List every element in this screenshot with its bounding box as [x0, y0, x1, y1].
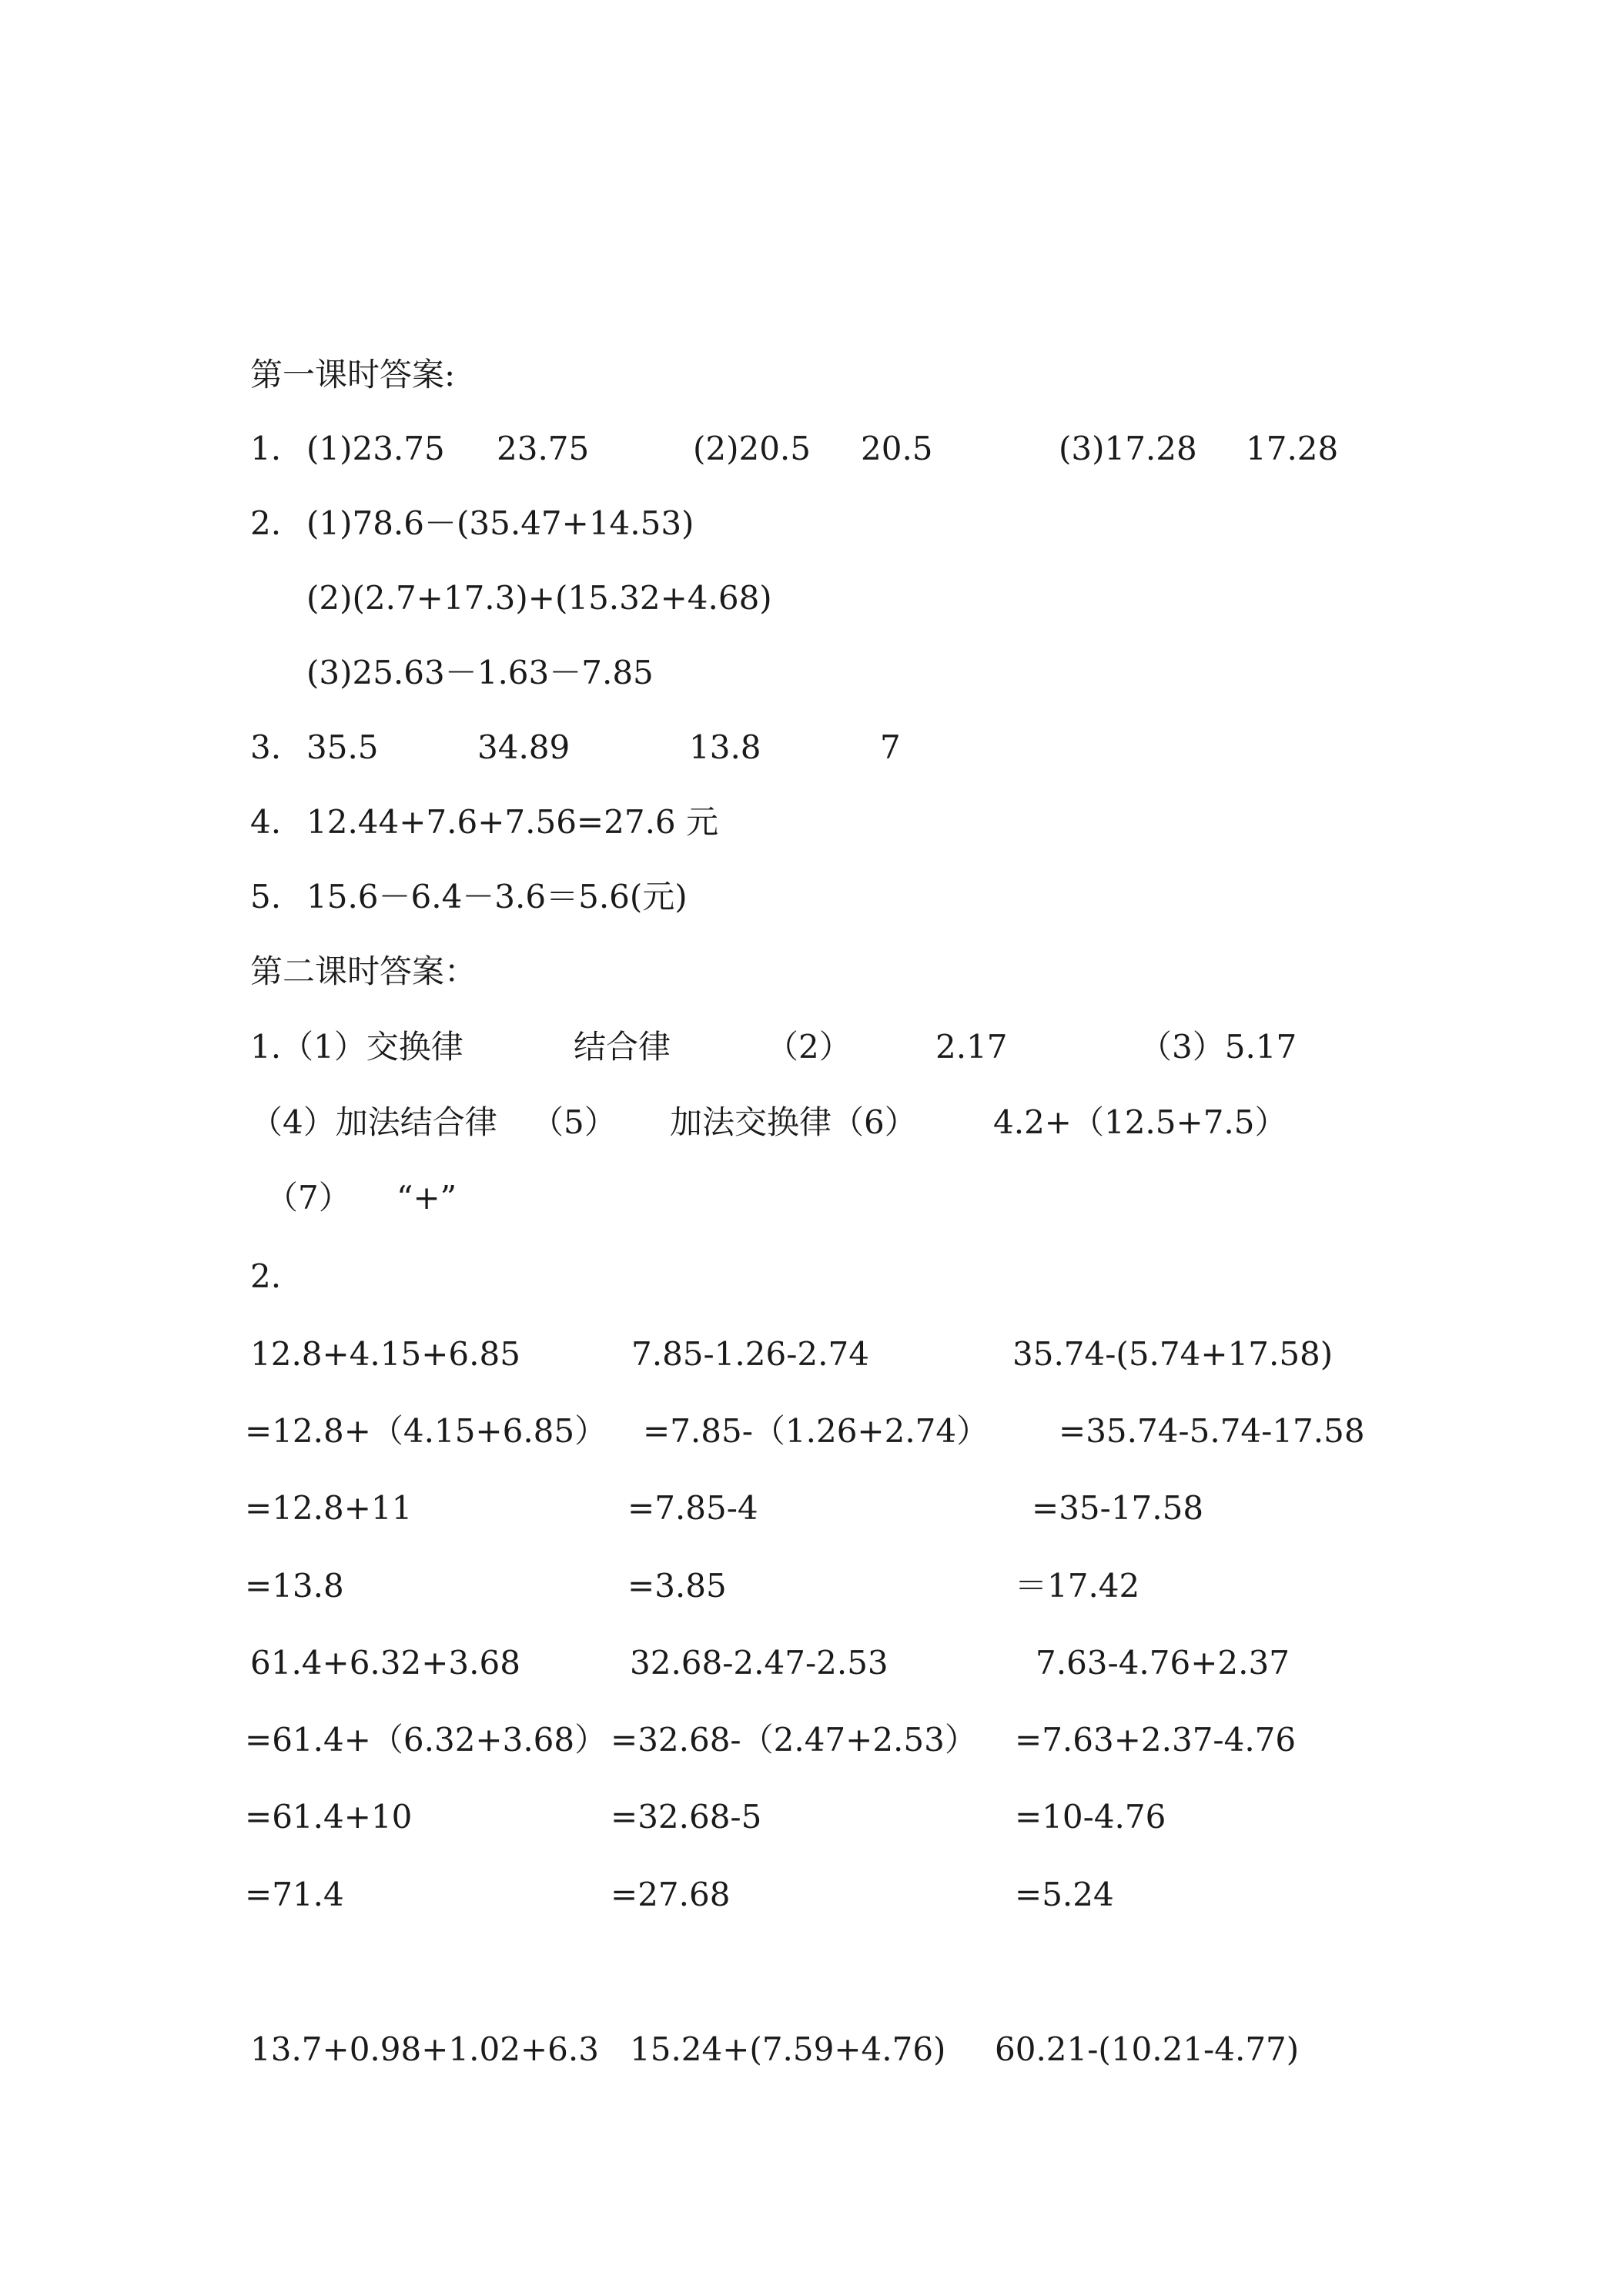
s2-q1-part-i: 4.2+（12.5+7.5）: [993, 1103, 1287, 1141]
q1-answer-3b: 17.28: [1246, 430, 1339, 467]
calc-cell: =61.4+（6.32+3.68）: [245, 1721, 607, 1759]
q1-answer-1b: 23.75: [497, 430, 590, 467]
s2-q1-part-a: 1.（1）交换律: [250, 1028, 463, 1066]
s2-q1-part-e: （3）5.17: [1139, 1028, 1297, 1066]
q2-answer-3: (3)25.63－1.63－7.85: [306, 654, 654, 691]
q5-answer: 15.6－6.4－3.6＝5.6(元): [306, 878, 688, 915]
q1-number: 1.: [250, 430, 282, 467]
q2-answer-2: (2)(2.7+17.3)+(15.32+4.68): [306, 579, 772, 617]
q3-value-4: 7: [880, 728, 901, 766]
calc-cell: 32.68-2.47-2.53: [630, 1644, 888, 1682]
calc-cell: =7.85-（1.26+2.74）: [643, 1412, 989, 1450]
calc-cell: =12.8+（4.15+6.85）: [245, 1412, 607, 1450]
calc-cell: 7.63-4.76+2.37: [1036, 1644, 1290, 1682]
s2-q1-part-j: （7）: [266, 1179, 351, 1217]
q1-answer-2: (2)20.5: [693, 430, 812, 467]
q3-number: 3.: [250, 728, 282, 766]
calc-cell: =5.24: [1015, 1876, 1114, 1913]
s2-q1-part-f: （4）加法结合律: [250, 1103, 497, 1141]
calc-cell: =13.8: [245, 1567, 344, 1605]
calc-cell: =32.68-（2.47+2.53）: [611, 1721, 977, 1759]
q2-answer-1: (1)78.6－(35.47+14.53): [306, 504, 694, 542]
q4-number: 4.: [250, 803, 282, 841]
calc-cell: =12.8+11: [245, 1489, 413, 1527]
q3-value-3: 13.8: [689, 728, 761, 766]
calc-cell: =3.85: [627, 1567, 727, 1605]
calc-cell: =71.4: [245, 1876, 344, 1913]
calc-cell: =10-4.76: [1015, 1798, 1166, 1836]
section2-heading: 第二课时答案：: [250, 952, 477, 990]
calc-cell: 7.85-1.26-2.74: [631, 1335, 869, 1373]
q4-answer: 12.44+7.6+7.56=27.6 元: [306, 803, 718, 841]
calc-cell: =32.68-5: [611, 1798, 762, 1836]
s2-q1-part-c: （2）: [766, 1028, 852, 1066]
calc-cell: =7.85-4: [627, 1489, 758, 1527]
calc-cell: =7.63+2.37-4.76: [1015, 1721, 1297, 1759]
calc-cell: =35-17.58: [1032, 1489, 1204, 1527]
q5-number: 5.: [250, 878, 282, 915]
q1-answer-3: (3)17.28: [1059, 430, 1197, 467]
s2-q1-part-h: 加法交换律（6）: [670, 1103, 917, 1141]
calc-cell: =35.74-5.74-17.58: [1059, 1412, 1365, 1450]
q3-value-2: 34.89: [477, 728, 571, 766]
calc-cell: 12.8+4.15+6.85: [250, 1335, 520, 1373]
section1-heading: 第一课时答案:: [250, 356, 456, 393]
q3-value-1: 35.5: [306, 728, 379, 766]
s2-q1-part-g: （5）: [531, 1103, 617, 1141]
s2-q2-number: 2.: [250, 1257, 282, 1295]
calc-cell: ＝17.42: [1015, 1567, 1140, 1605]
q2-number: 2.: [250, 504, 282, 542]
calc-cell: =27.68: [611, 1876, 731, 1913]
calc-cell: =61.4+10: [245, 1798, 413, 1836]
calc-cell: 15.24+(7.59+4.76): [630, 2030, 946, 2068]
calc-cell: 60.21-(10.21-4.77): [995, 2030, 1300, 2068]
s2-q1-part-d: 2.17: [935, 1028, 1008, 1066]
s2-q1-part-b: 结合律: [574, 1028, 671, 1066]
calc-cell: 61.4+6.32+3.68: [250, 1644, 520, 1682]
q1-answer-2b: 20.5: [861, 430, 933, 467]
s2-q1-part-k: “+”: [397, 1179, 457, 1217]
calc-cell: 35.74-(5.74+17.58): [1012, 1335, 1334, 1373]
q1-answer-1: (1)23.75: [306, 430, 445, 467]
calc-cell: 13.7+0.98+1.02+6.3: [250, 2030, 599, 2068]
